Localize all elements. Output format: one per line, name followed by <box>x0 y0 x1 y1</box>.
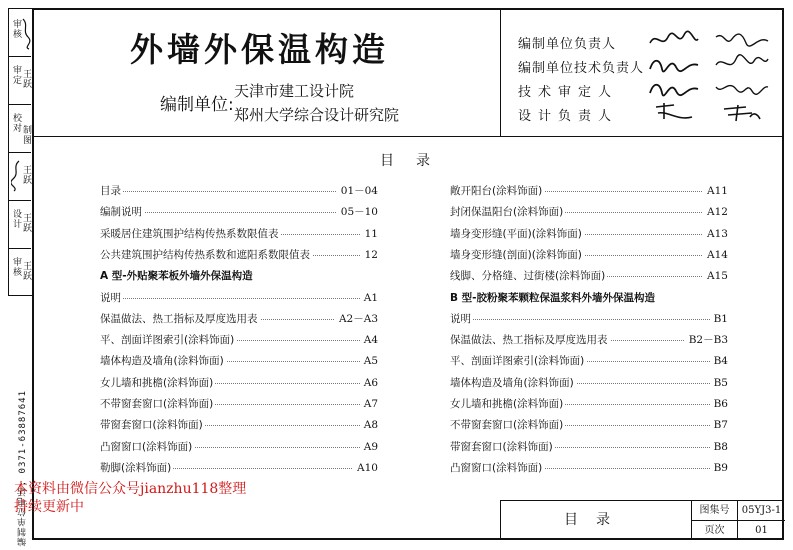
toc-entry-title: A 型-外贴聚苯板外墙外保温构造 <box>100 266 255 286</box>
signature-mark <box>722 101 762 123</box>
strip-row-name: 王跃 <box>21 261 31 281</box>
toc-entry <box>450 415 728 435</box>
unit-label: 编制单位: <box>160 95 234 115</box>
toc-entry <box>100 351 378 371</box>
page-label: 页次 <box>704 525 725 536</box>
toc-entry-page: A1 <box>360 288 378 308</box>
toc-entry-page: B8 <box>710 437 728 457</box>
signature-mark <box>21 17 31 51</box>
toc-entry-page: A5 <box>360 351 378 371</box>
toc-entry-page: A2－A3 <box>335 309 378 329</box>
toc-entry-page: 12 <box>361 245 378 265</box>
toc-entry-title: 说明 <box>450 309 473 329</box>
toc-section-heading <box>450 288 728 308</box>
toc-entry-page: B7 <box>710 415 728 435</box>
signature-mark <box>714 53 770 75</box>
toc-entry-page: B4 <box>710 351 728 371</box>
signature-mark <box>714 77 770 99</box>
toc-entry <box>100 415 378 435</box>
toc-entry-title: 编制说明 <box>100 202 144 222</box>
title-block <box>500 500 784 540</box>
role-label: 编制单位技术负责人 <box>518 61 645 76</box>
toc-entry-title: 目录 <box>100 181 123 201</box>
toc-entry <box>450 181 728 201</box>
unit-name: 郑州大学综合设计研究院 <box>234 106 400 124</box>
toc-entry-title: 凸窗窗口(涂料饰面) <box>100 437 194 457</box>
strip-row-name: 王跃 <box>21 213 31 233</box>
toc-entry-title: 封闭保温阳台(涂料饰面) <box>450 202 565 222</box>
signature-mark <box>654 101 694 123</box>
toc-entry-title: 勒脚(涂料饰面) <box>100 458 173 478</box>
signature-mark <box>648 53 700 75</box>
role-label: 技术审定人 <box>518 85 619 100</box>
toc-entry-page: 01－04 <box>337 181 378 201</box>
toc-entry-title: 公共建筑围护结构传热系数和遮阳系数限值表 <box>100 245 312 265</box>
toc-entry-title: 不带窗套窗口(涂料饰面) <box>100 394 215 414</box>
toc-entry <box>450 330 728 350</box>
toc-entry-page: B1 <box>710 309 728 329</box>
toc-entry <box>450 437 728 457</box>
phone-text: 编制单位电话: 0371-63887641 <box>18 390 28 547</box>
toc-entry <box>450 224 728 244</box>
page-number: 01 <box>755 525 768 536</box>
toc-entry-page: A9 <box>360 437 378 457</box>
toc-entry <box>450 245 728 265</box>
toc-entry-title: 带窗套窗口(涂料饰面) <box>450 437 555 457</box>
strip-row-label: 审定 <box>11 65 21 85</box>
strip-row-name: 王跃 <box>21 69 31 89</box>
toc-entry-title: 平、剖面详图索引(涂料饰面) <box>100 330 236 350</box>
dot-leader <box>450 319 728 320</box>
toc-entry-title: 保温做法、热工指标及厚度选用表 <box>100 309 260 329</box>
watermark-line: 本资料由微信公众号jianzhu118整理 <box>14 481 247 497</box>
toc-entry-title: 保温做法、热工指标及厚度选用表 <box>450 330 610 350</box>
toc-entry-title: 墙身变形缝(平面)(涂料饰面) <box>450 224 584 244</box>
toc-entry <box>100 309 378 329</box>
watermark-line: 持续更新中 <box>14 499 84 515</box>
approval-strip <box>8 8 32 296</box>
toc-entry-title: 采暖居住建筑围护结构传热系数限值表 <box>100 224 281 244</box>
signature-mark <box>714 29 770 51</box>
atlas-number: 05YJ3-1 <box>741 505 782 516</box>
toc-entry-title: 墙身变形缝(剖面)(涂料饰面) <box>450 245 584 265</box>
toc-entry <box>450 202 728 222</box>
toc-title: 目录 <box>380 153 452 169</box>
toc-entry-page: A14 <box>703 245 728 265</box>
toc-entry <box>100 437 378 457</box>
toc-entry-title: 不带窗套窗口(涂料饰面) <box>450 415 565 435</box>
toc-entry-page: A15 <box>703 266 728 286</box>
strip-row-label: 设计 <box>11 209 21 229</box>
toc-entry <box>100 181 378 201</box>
toc-entry-title: 带窗套窗口(涂料饰面) <box>100 415 205 435</box>
strip-row-label-2: 制图 <box>21 125 31 145</box>
toc-entry <box>100 330 378 350</box>
toc-entry <box>100 224 378 244</box>
header-column-divider <box>500 8 501 136</box>
signature-mark <box>11 159 21 193</box>
toc-entry-page: A11 <box>703 181 728 201</box>
toc-entry-page: A10 <box>353 458 378 478</box>
toc-entry <box>450 394 728 414</box>
role-label: 编制单位负责人 <box>518 37 617 52</box>
toc-entry <box>100 394 378 414</box>
toc-entry <box>100 202 378 222</box>
role-label: 设计负责人 <box>518 109 619 124</box>
toc-entry-page: A13 <box>703 224 728 244</box>
page-title: 外墙外保温构造 <box>130 30 389 69</box>
toc-entry <box>100 245 378 265</box>
toc-entry <box>450 266 728 286</box>
atlas-label: 图集号 <box>699 505 730 516</box>
toc-entry <box>450 458 728 478</box>
strip-row <box>9 201 31 249</box>
drawing-name: 目录 <box>564 512 628 528</box>
strip-row <box>9 9 31 57</box>
signature-mark <box>648 29 700 51</box>
toc-entry-title: B 型-胶粉聚苯颗粒保温浆料外墙外保温构造 <box>450 288 657 308</box>
toc-entry-title: 女儿墙和挑檐(涂料饰面) <box>450 394 565 414</box>
toc-entry-title: 女儿墙和挑檐(涂料饰面) <box>100 373 215 393</box>
toc-entry-page: A6 <box>360 373 378 393</box>
toc-entry-page: B2－B3 <box>685 330 728 350</box>
toc-entry-title: 敞开阳台(涂料饰面) <box>450 181 544 201</box>
toc-entry-page: A4 <box>360 330 378 350</box>
strip-row <box>9 57 31 105</box>
dot-leader <box>100 298 378 299</box>
toc-entry-title: 线脚、分格缝、过街楼(涂料饰面) <box>450 266 607 286</box>
toc-entry-page: A12 <box>703 202 728 222</box>
strip-row-label: 审核 <box>11 19 21 39</box>
signature-mark <box>648 77 700 99</box>
toc-entry-title: 平、剖面详图索引(涂料饰面) <box>450 351 586 371</box>
toc-entry-page: A7 <box>360 394 378 414</box>
unit-name: 天津市建工设计院 <box>234 82 355 100</box>
toc-entry <box>100 288 378 308</box>
toc-entry <box>450 309 728 329</box>
strip-row <box>9 105 31 153</box>
strip-row-label: 审核 <box>11 257 21 277</box>
toc-entry-page: B9 <box>710 458 728 478</box>
toc-entry-title: 说明 <box>100 288 123 308</box>
header-divider <box>32 136 784 137</box>
toc-entry <box>450 351 728 371</box>
strip-row-label: 校对 <box>11 113 21 133</box>
toc-entry-page: B6 <box>710 394 728 414</box>
toc-entry <box>100 373 378 393</box>
strip-row <box>9 249 31 297</box>
strip-row-name: 王跃 <box>21 165 31 185</box>
toc-entry <box>100 458 378 478</box>
toc-entry-title: 凸窗窗口(涂料饰面) <box>450 458 544 478</box>
toc-entry-title: 墙体构造及墙角(涂料饰面) <box>450 373 576 393</box>
toc-entry-page: 05－10 <box>337 202 378 222</box>
strip-row <box>9 153 31 201</box>
toc-section-heading <box>100 266 378 286</box>
toc-entry-title: 墙体构造及墙角(涂料饰面) <box>100 351 226 371</box>
toc-entry-page: A8 <box>360 415 378 435</box>
toc-entry-page: 11 <box>361 224 378 244</box>
toc-entry <box>450 373 728 393</box>
toc-entry-page: B5 <box>710 373 728 393</box>
